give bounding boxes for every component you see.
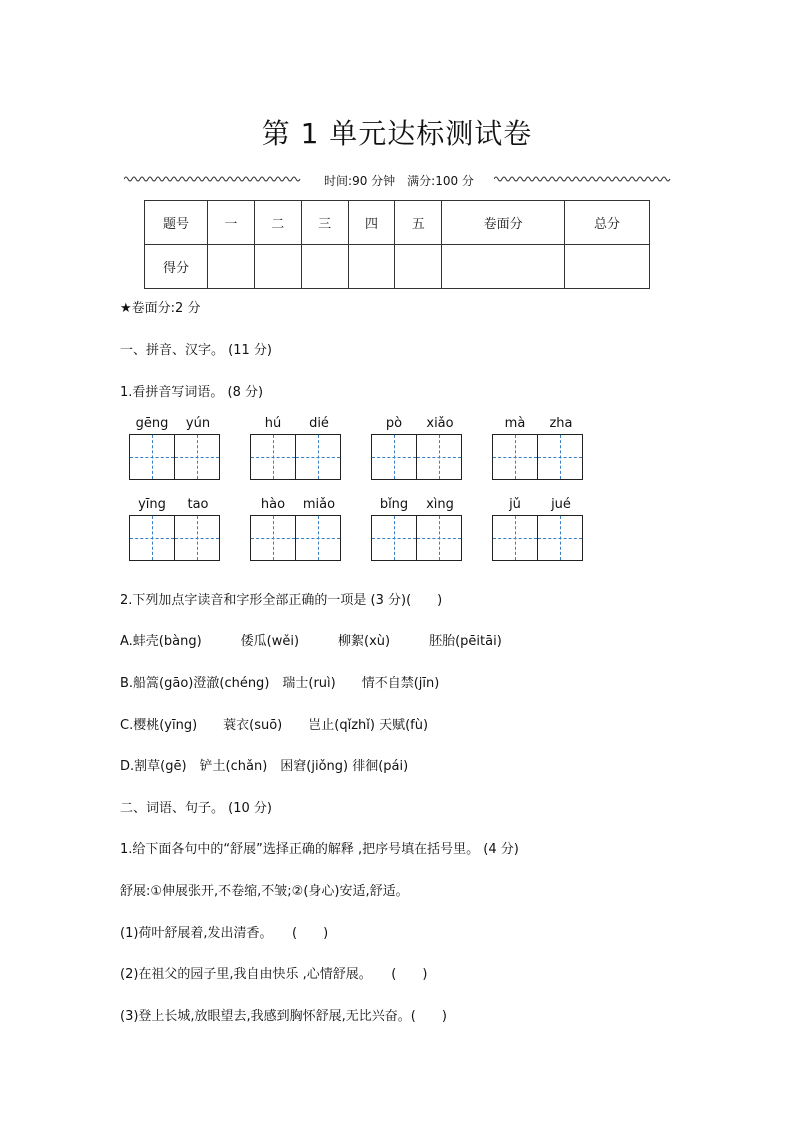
decorative-wave-right: [494, 175, 672, 183]
writing-box[interactable]: [296, 515, 341, 561]
pinyin-label: yún: [185, 416, 211, 431]
section1-q2: 2.下列加点字读音和字形全部正确的一项是 (3 分)( ): [120, 593, 443, 608]
writing-box[interactable]: [492, 515, 538, 561]
writing-box[interactable]: [296, 434, 341, 480]
writing-box[interactable]: [492, 434, 538, 480]
pinyin-label: gēng: [135, 416, 169, 431]
writing-box[interactable]: [175, 434, 220, 480]
pinyin-label: dié: [309, 416, 329, 431]
score-header-cell: 四: [348, 201, 395, 245]
option-d: D.割草(gē) 铲土(chǎn) 困窘(jiǒng) 徘徊(pái): [120, 759, 409, 774]
pinyin-word-group: [250, 497, 342, 561]
score-header-cell: 一: [208, 201, 255, 245]
score-header-cell: 三: [301, 201, 348, 245]
pinyin-label: zha: [549, 416, 573, 431]
section2-q1: 1.给下面各句中的“舒展”选择正确的解释 ,把序号填在括号里。 (4 分): [120, 842, 519, 857]
writing-box[interactable]: [371, 515, 417, 561]
pinyin-label: xiǎo: [426, 416, 454, 431]
section1-heading: 一、拼音、汉字。 (11 分): [120, 343, 272, 358]
score-cell[interactable]: [348, 245, 395, 289]
sentence-2: (2)在祖父的园子里,我自由快乐 ,心情舒展。 ( ): [120, 967, 428, 982]
neatness-note: ★卷面分:2 分: [120, 301, 201, 316]
writing-box[interactable]: [129, 515, 175, 561]
section1-q1: 1.看拼音写词语。 (8 分): [120, 385, 264, 400]
writing-box[interactable]: [538, 515, 583, 561]
pinyin-word-group: [250, 416, 342, 480]
pinyin-label: miǎo: [302, 497, 336, 512]
option-c: C.樱桃(yīng) 蓑衣(suō) 岂止(qǐzhǐ) 天赋(fù): [120, 718, 429, 733]
score-table: [144, 200, 650, 289]
pinyin-label: xìng: [426, 497, 454, 512]
pinyin-label: jué: [551, 497, 571, 512]
pinyin-word-group: [492, 497, 584, 561]
writing-box[interactable]: [175, 515, 220, 561]
writing-box[interactable]: [417, 515, 462, 561]
score-cell[interactable]: [442, 245, 565, 289]
score-header-cell: 卷面分: [442, 201, 565, 245]
writing-box[interactable]: [250, 434, 296, 480]
sentence-1: (1)荷叶舒展着,发出清香。 ( ): [120, 926, 329, 941]
score-cell[interactable]: [254, 245, 301, 289]
writing-box[interactable]: [129, 434, 175, 480]
score-cell[interactable]: [565, 245, 650, 289]
pinyin-word-group: [371, 497, 463, 561]
score-header-cell: 总分: [565, 201, 650, 245]
score-table-header-row: [145, 201, 650, 245]
pinyin-word-group: [492, 416, 584, 480]
pinyin-label: bǐng: [379, 497, 409, 512]
section2-heading: 二、词语、句子。 (10 分): [120, 801, 272, 816]
pinyin-label: hào: [260, 497, 286, 512]
option-a: A.蚌壳(bàng) 倭瓜(wěi) 柳絮(xù) 胚胎(pēitāi): [120, 634, 502, 649]
sentence-3: (3)登上长城,放眼望去,我感到胸怀舒展,无比兴奋。( ): [120, 1009, 447, 1024]
score-header-cell: 二: [254, 201, 301, 245]
pinyin-word-group: [129, 497, 221, 561]
pinyin-label: mà: [504, 416, 526, 431]
score-header-cell: 题号: [145, 201, 208, 245]
page-title: 第 1 单元达标测试卷: [261, 117, 533, 150]
pinyin-word-group: [129, 416, 221, 480]
pinyin-word-group: [371, 416, 463, 480]
exam-time-score: 时间:90 分钟 满分:100 分: [324, 174, 474, 188]
pinyin-label: hú: [264, 416, 282, 431]
writing-box[interactable]: [417, 434, 462, 480]
pinyin-label: jǔ: [509, 497, 521, 512]
option-b: B.船篙(gāo)澄澈(chéng) 瑞士(ruì) 情不自禁(jīn): [120, 676, 440, 691]
score-cell[interactable]: [301, 245, 348, 289]
score-row-label: 得分: [145, 245, 208, 289]
decorative-wave-left: [124, 175, 302, 183]
score-header-cell: 五: [395, 201, 442, 245]
pinyin-label: pò: [385, 416, 403, 431]
pinyin-label: yīng: [138, 497, 166, 512]
writing-box[interactable]: [538, 434, 583, 480]
score-cell[interactable]: [395, 245, 442, 289]
exam-meta-row: [124, 172, 672, 190]
pinyin-label: tao: [187, 497, 209, 512]
score-table-score-row: [145, 245, 650, 289]
definition-text: 舒展:①伸展张开,不卷缩,不皱;②(身心)安适,舒适。: [120, 884, 409, 899]
writing-box[interactable]: [371, 434, 417, 480]
score-cell[interactable]: [208, 245, 255, 289]
writing-box[interactable]: [250, 515, 296, 561]
